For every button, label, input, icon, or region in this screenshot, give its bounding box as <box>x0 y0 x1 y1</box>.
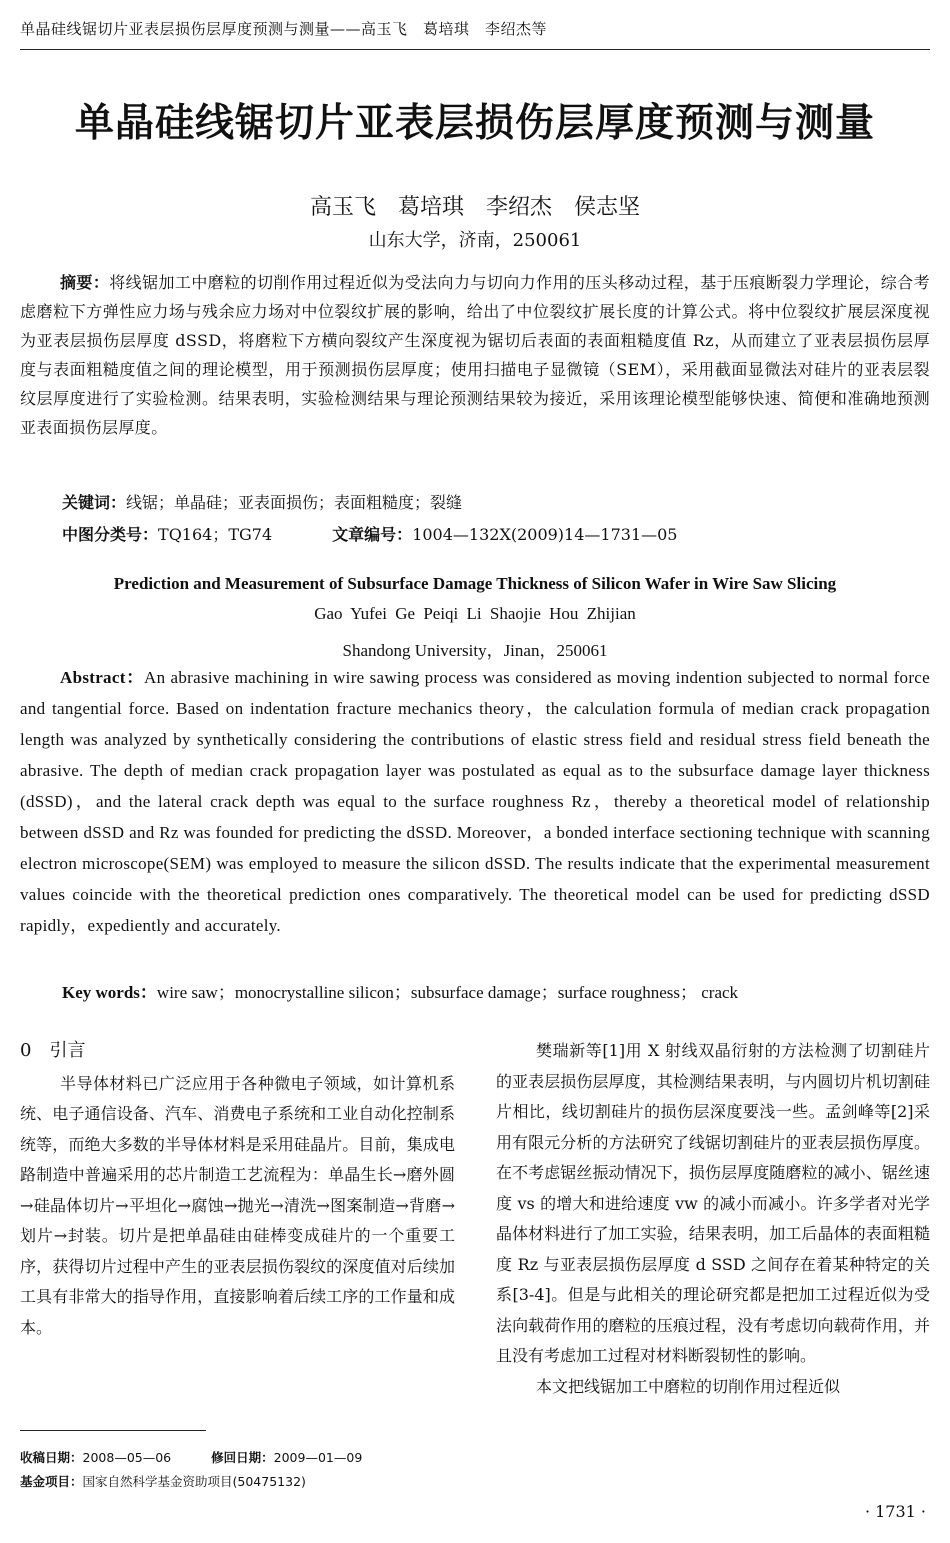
authors-cn: 高玉飞 葛培琪 李绍杰 侯志坚 <box>309 195 640 220</box>
section-heading: 0 引言 <box>20 1040 86 1061</box>
footnote-divider <box>20 1430 206 1431</box>
footnote-dates <box>20 1448 362 1468</box>
left-column <box>20 1036 455 1343</box>
literature-paragraph: 樊瑞新等[1]用 X 射线双晶衍射的方法检测了切割硅片的亚表层损伤层厚度，其检测结果表明，与内圆切片机切割硅片相比，线切割硅片的损伤层深度要浅一些。孟剑峰等[2]采用有限元分析的方法研究了线锯切割硅片的亚表层损伤厚度。在不考虑锯丝振动情况下，损伤层厚度随磨粒的减小、锯丝速度 vs 的增大和进给速度 vw 的减小而减小。许多学者对光学晶体材料进行了加工实验，结果表明，加工后晶体的表面粗糙度 Rz 与亚表层损伤层厚度 d SSD 之间存在着某种特定的关系[3-4]。但是与此相关的理论研究都是把加工过程近似为受法向载荷作用的磨粒的压痕过程，没有考虑切向载荷作用，并且没有考虑加工过程对材料断裂韧性的影响。 <box>496 1041 930 1365</box>
article-number-label: 文章编号： <box>332 525 413 544</box>
received-date: 2008—05—06 <box>82 1450 172 1465</box>
abstract-cn <box>20 268 930 442</box>
footnote-fund <box>20 1472 306 1492</box>
fund-text: 国家自然科学基金资助项目(50475132) <box>82 1474 306 1489</box>
fund-label: 基金项目： <box>20 1474 83 1489</box>
abstract-cn-text: 将线锯加工中磨粒的切削作用过程近似为受法向力与切向力作用的压头移动过程，基于压痕断裂力学理论，综合考虑磨粒下方弹性应力场与残余应力场对中位裂纹扩展的影响，给出了中位裂纹扩展长度的计算公式。将中位裂纹扩展层深度视为亚表层损伤层厚度 dSSD，将磨粒下方横向裂纹产生深度视为锯切后表面的表面粗糙度值 Rz，从而建立了亚表层损伤层厚度与表面粗糙度值之间的理论模型，用于预测损伤层厚度；使用扫描电子显微镜（SEM），采用截面显微法对硅片的亚表层裂纹层厚度进行了实验检测。结果表明，实验检测结果与理论预测结果较为接近，采用该理论模型能够快速、简便和准确地预测亚表面损伤层厚度。 <box>20 273 930 437</box>
right-column <box>496 1036 930 1402</box>
abstract-en-label: Abstract： <box>60 668 145 687</box>
affiliation-en: Shandong University，Jinan，250061 <box>342 641 608 660</box>
classification-value: TQ164；TG74 <box>158 525 273 544</box>
abstract-cn-label: 摘要： <box>60 273 110 292</box>
keywords-cn-text: 线锯；单晶硅；亚表面损伤；表面粗糙度；裂缝 <box>126 493 463 512</box>
revised-label: 修回日期： <box>211 1450 274 1465</box>
keywords-en-label: Key words： <box>62 983 157 1002</box>
classification-label: 中图分类号： <box>62 525 159 544</box>
method-paragraph: 本文把线锯加工中磨粒的切削作用过程近似 <box>536 1376 841 1396</box>
classification-line <box>62 522 677 545</box>
paper-title-en: Prediction and Measurement of Subsurface Damage Thickness of Silicon Wafer in Wire Saw Slicing <box>113 574 837 593</box>
abstract-en-text: An abrasive machining in wire sawing process was considered as moving indention subjected to normal force and tangential force. Based on indentation fracture mechanics theory，the calculation formula of median crack propagation length was analyzed by synthetically considering the contributions of elastic stress field and residual stress field beneath the abrasive. The depth of median crack propagation layer was postulated as equal as to the subsurface damage layer thickness (dSSD)，and the lateral crack depth was equal to the surface roughness Rz，thereby a theoretical model of relationship between dSSD and Rz was founded for predicting the dSSD. Moreover，a bonded interface sectioning technique with scanning electron microscope(SEM) was employed to measure the silicon dSSD. The results indicate that the experimental measurement values coincide with the theoretical prediction ones comparatively. The theoretical model can be used for predicting dSSD rapidly，expediently and accurately. <box>20 668 930 935</box>
keywords-cn <box>62 490 462 513</box>
article-number-value: 1004—132X(2009)14—1731—05 <box>412 525 678 544</box>
page-number: · 1731 · <box>864 1502 926 1521</box>
keywords-en-text: wire saw；monocrystalline silicon；subsurface damage；surface roughness； crack <box>156 983 739 1002</box>
keywords-cn-label: 关键词： <box>62 493 127 512</box>
abstract-en <box>20 662 930 941</box>
keywords-en <box>62 978 738 1003</box>
intro-paragraph: 半导体材料已广泛应用于各种微电子领域，如计算机系统、电子通信设备、汽车、消费电子系统和工业自动化控制系统等，而绝大多数的半导体材料是采用硅晶片。目前，集成电路制造中普遍采用的芯片制造工艺流程为：单晶生长→磨外圆→硅晶体切片→平坦化→腐蚀→抛光→清洗→图案制造→背磨→划片→封装。切片是把单晶硅由硅棒变成硅片的一个重要工序，获得切片过程中产生的亚表层损伤裂纹的深度值对后续加工具有非常大的指导作用，直接影响着后续工序的工作量和成本。 <box>20 1073 455 1337</box>
paper-title-cn: 单晶硅线锯切片亚表层损伤层厚度预测与测量 <box>74 100 875 146</box>
revised-date: 2009—01—09 <box>273 1450 363 1465</box>
received-label: 收稿日期： <box>20 1450 83 1465</box>
running-head: 单晶硅线锯切片亚表层损伤层厚度预测与测量——高玉飞 葛培琪 李绍杰等 <box>20 18 930 50</box>
affiliation-cn: 山东大学，济南，250061 <box>368 230 582 251</box>
authors-en: Gao Yufei Ge Peiqi Li Shaojie Hou Zhijian <box>314 604 636 623</box>
